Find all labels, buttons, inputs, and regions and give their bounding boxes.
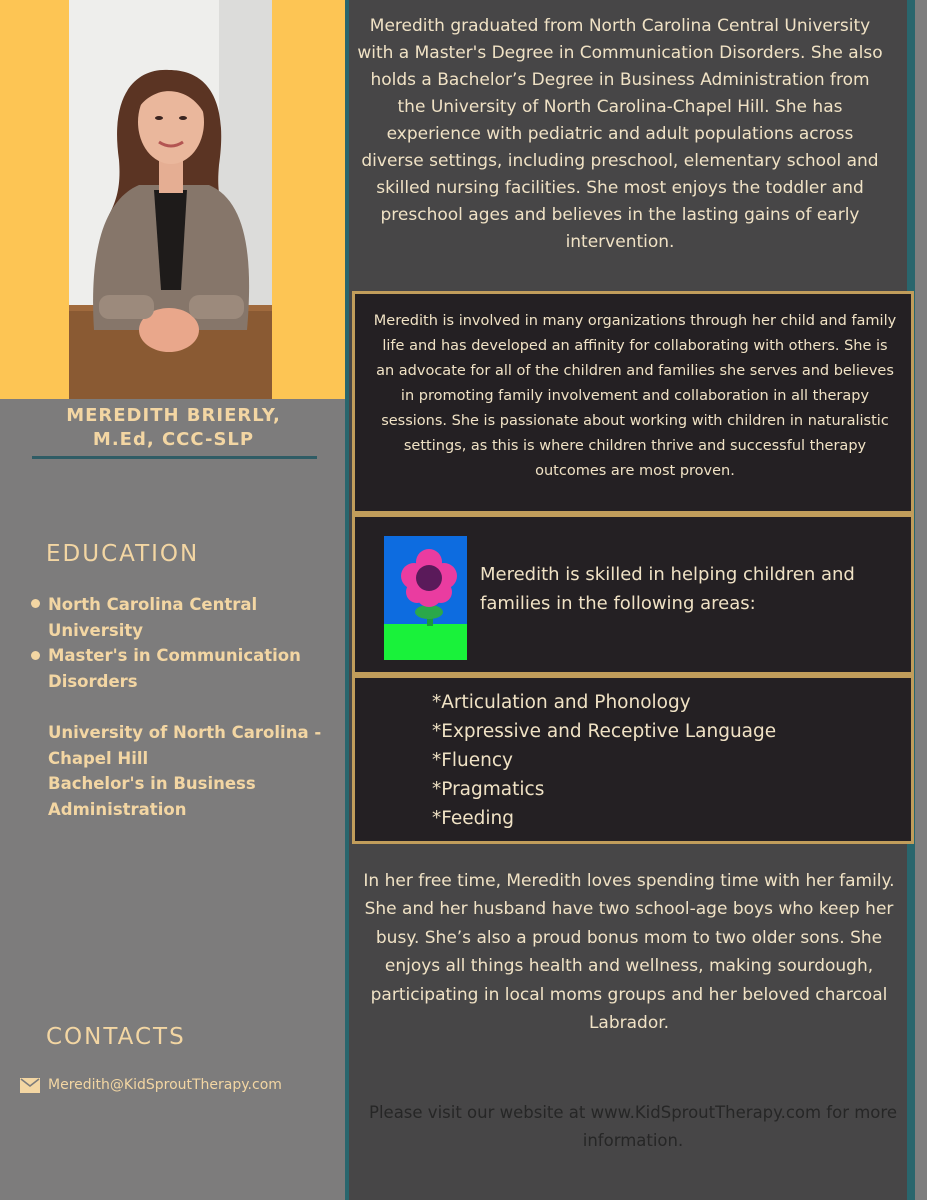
skills-intro-box (352, 514, 914, 675)
skill-item: *Fluency (432, 750, 513, 771)
skills-list (432, 688, 776, 833)
profile-name (30, 404, 317, 452)
left-column (0, 0, 345, 1200)
education-list (48, 592, 338, 822)
education-line: Administration (48, 799, 187, 819)
bio-paragraph-education: Meredith graduated from North Carolina Central University with a Master's Degree in Communication Disorders. She also holds a Bachelor’s Degree in Business Administration from the University of North Carolina-Chapel Hill. She has experience with pediatric and adult populations across diverse settings, including preschool, elementary school and skilled nursing facilities. She most enjoys the toddler and preschool ages and believes in the lasting gains of early intervention. (357, 16, 883, 252)
bullet-icon (31, 599, 40, 608)
education-spacer (48, 694, 338, 720)
education-line: Disorders (48, 671, 138, 691)
education-line: Master's in Communication (48, 646, 301, 666)
bio-box-involvement (352, 291, 914, 514)
name-underline-divider (32, 456, 317, 459)
education-line: University (48, 620, 144, 640)
education-line: University of North Carolina - (48, 722, 322, 742)
education-line: North Carolina Central (48, 595, 258, 614)
contacts-heading: CONTACTS (46, 1024, 186, 1050)
bullet-icon (31, 651, 40, 660)
profile-photo (69, 0, 272, 399)
education-line: Bachelor's in Business (48, 774, 256, 794)
skills-list-box (352, 675, 914, 844)
website-note[interactable]: Please visit our website at www.KidSproutTherapy.com for more information. (369, 1103, 897, 1150)
bio-paragraph-involvement: Meredith is involved in many organizations through her child and family life and has developed an affinity for collaborating with others. She is an advocate for all of the children and families she serves and believes in promoting family involvement and collaboration in all therapy sessions. She is passionate about working with children in naturalistic settings, as this is where children thrive and successful therapy outcomes are most proven. (373, 313, 897, 479)
bio-paragraph-personal: In her free time, Meredith loves spending time with her family. She and her husband have two school-age boys who keep her busy. She’s also a proud bonus mom to two older sons. She enjoys all things health and wellness, making sourdough, participating in local moms groups and her beloved charcoal Labrador. (363, 871, 895, 1034)
name-credentials: M.Ed, CCC-SLP (92, 429, 255, 450)
contact-email-link[interactable]: Meredith@KidSproutTherapy.com (48, 1077, 282, 1093)
contact-email-row[interactable] (20, 1077, 282, 1093)
education-line: Chapel Hill (48, 748, 149, 768)
skill-item: *Articulation and Phonology (432, 692, 691, 713)
education-heading: EDUCATION (46, 541, 200, 567)
envelope-icon (20, 1078, 40, 1093)
flower-icon (384, 536, 467, 660)
name-line-1: MEREDITH BRIERLY, (66, 405, 281, 426)
skill-item: *Expressive and Receptive Language (432, 721, 777, 742)
skills-intro-text: Meredith is skilled in helping children and families in the following areas: (480, 564, 855, 614)
skill-item: *Feeding (432, 808, 514, 829)
skill-item: *Pragmatics (432, 779, 545, 800)
